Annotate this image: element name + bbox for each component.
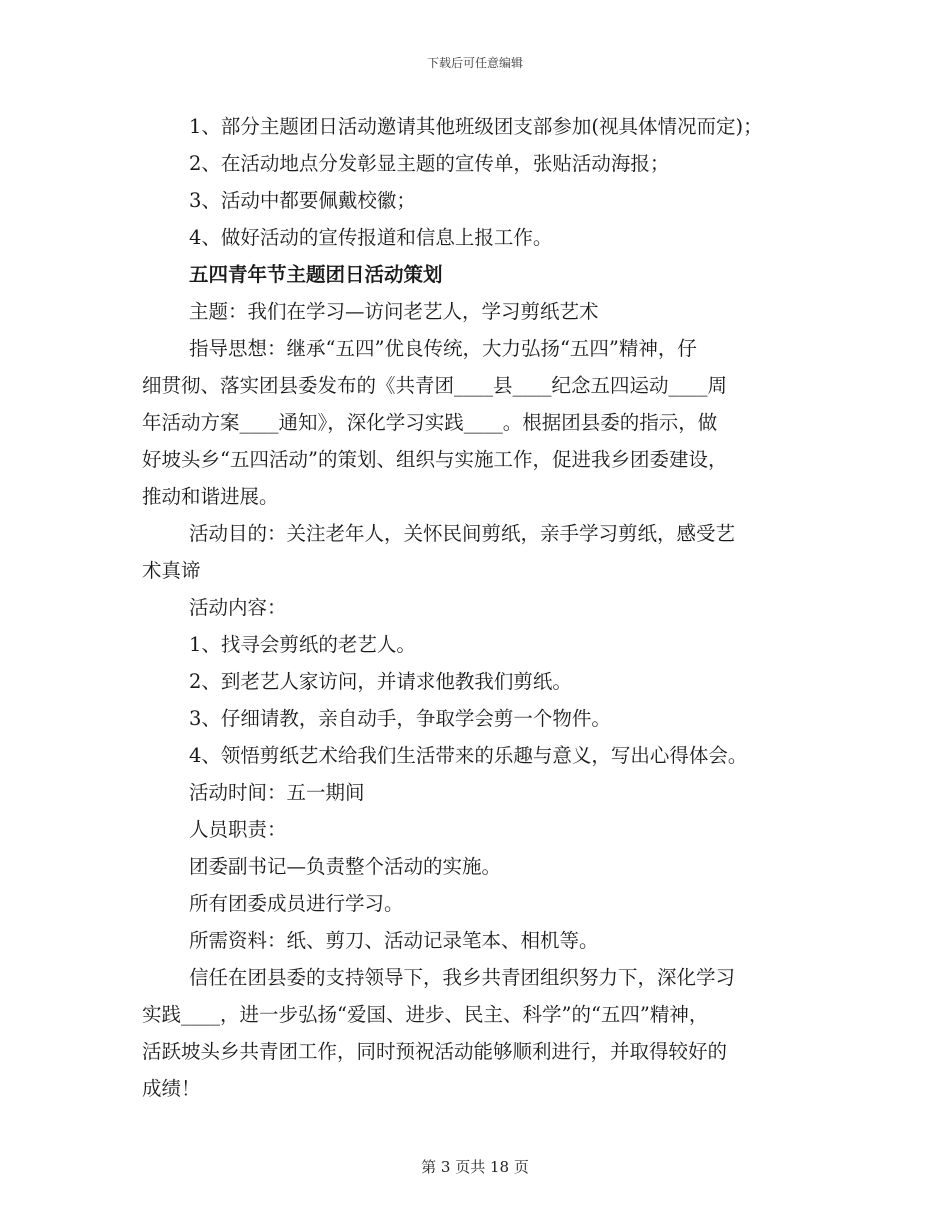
- list-item: 1、找寻会剪纸的老艺人。: [189, 633, 416, 656]
- paragraph-line: 活动时间：五一期间: [189, 781, 365, 804]
- paragraph-line: 推动和谐进展。: [142, 485, 279, 508]
- paragraph-line: 主题：我们在学习—访问老艺人，学习剪纸艺术: [189, 300, 599, 323]
- list-item: 1、部分主题团日活动邀请其他班级团支部参加(视具体情况而定)；: [189, 115, 763, 138]
- paragraph-line: 指导思想：继承“五四”优良传统，大力弘扬“五四”精神，仔: [189, 337, 697, 360]
- list-item: 4、领悟剪纸艺术给我们生活带来的乐趣与意义，写出心得体会。: [189, 744, 748, 767]
- list-item: 3、仔细请教，亲自动手，争取学会剪一个物件。: [189, 707, 611, 730]
- page-footer: 第 3 页共 18 页: [421, 1158, 529, 1176]
- paragraph-line: 所需资料：纸、剪刀、活动记录笔本、相机等。: [189, 929, 599, 952]
- section-heading: 五四青年节主题团日活动策划: [189, 263, 443, 286]
- list-item: 2、在活动地点分发彰显主题的宣传单，张贴活动海报；: [189, 152, 670, 175]
- paragraph-line: 年活动方案____通知》，深化学习实践____。根据团县委的指示，做: [142, 411, 718, 434]
- paragraph-line: 成绩！: [142, 1077, 201, 1100]
- page-header: 下载后可任意编辑: [426, 56, 523, 70]
- list-item: 4、做好活动的宣传报道和信息上报工作。: [189, 226, 553, 249]
- paragraph-line: 术真谛: [142, 559, 201, 582]
- paragraph-line: 活动内容：: [189, 596, 287, 619]
- list-item: 3、活动中都要佩戴校徽；: [189, 189, 416, 212]
- paragraph-line: 活动目的：关注老年人，关怀民间剪纸，亲手学习剪纸，感受艺: [189, 522, 736, 545]
- paragraph-line: 细贯彻、落实团县委发布的《共青团____县____纪念五四运动____周: [142, 374, 728, 397]
- paragraph-line: 人员职责：: [189, 818, 287, 841]
- paragraph-line: 活跃坡头乡共青团工作，同时预祝活动能够顺利进行，并取得较好的: [142, 1040, 728, 1063]
- paragraph-line: 实践____，进一步弘扬“爱国、进步、民主、科学”的“五四”精神，: [142, 1003, 709, 1026]
- list-item: 2、到老艺人家访问，并请求他教我们剪纸。: [189, 670, 572, 693]
- paragraph-line: 信任在团县委的支持领导下，我乡共青团组织努力下，深化学习: [189, 966, 736, 989]
- paragraph-line: 团委副书记—负责整个活动的实施。: [189, 855, 502, 878]
- paragraph-line: 所有团委成员进行学习。: [189, 892, 404, 915]
- paragraph-line: 好坡头乡“五四活动”的策划、组织与实施工作，促进我乡团委建设，: [142, 448, 728, 471]
